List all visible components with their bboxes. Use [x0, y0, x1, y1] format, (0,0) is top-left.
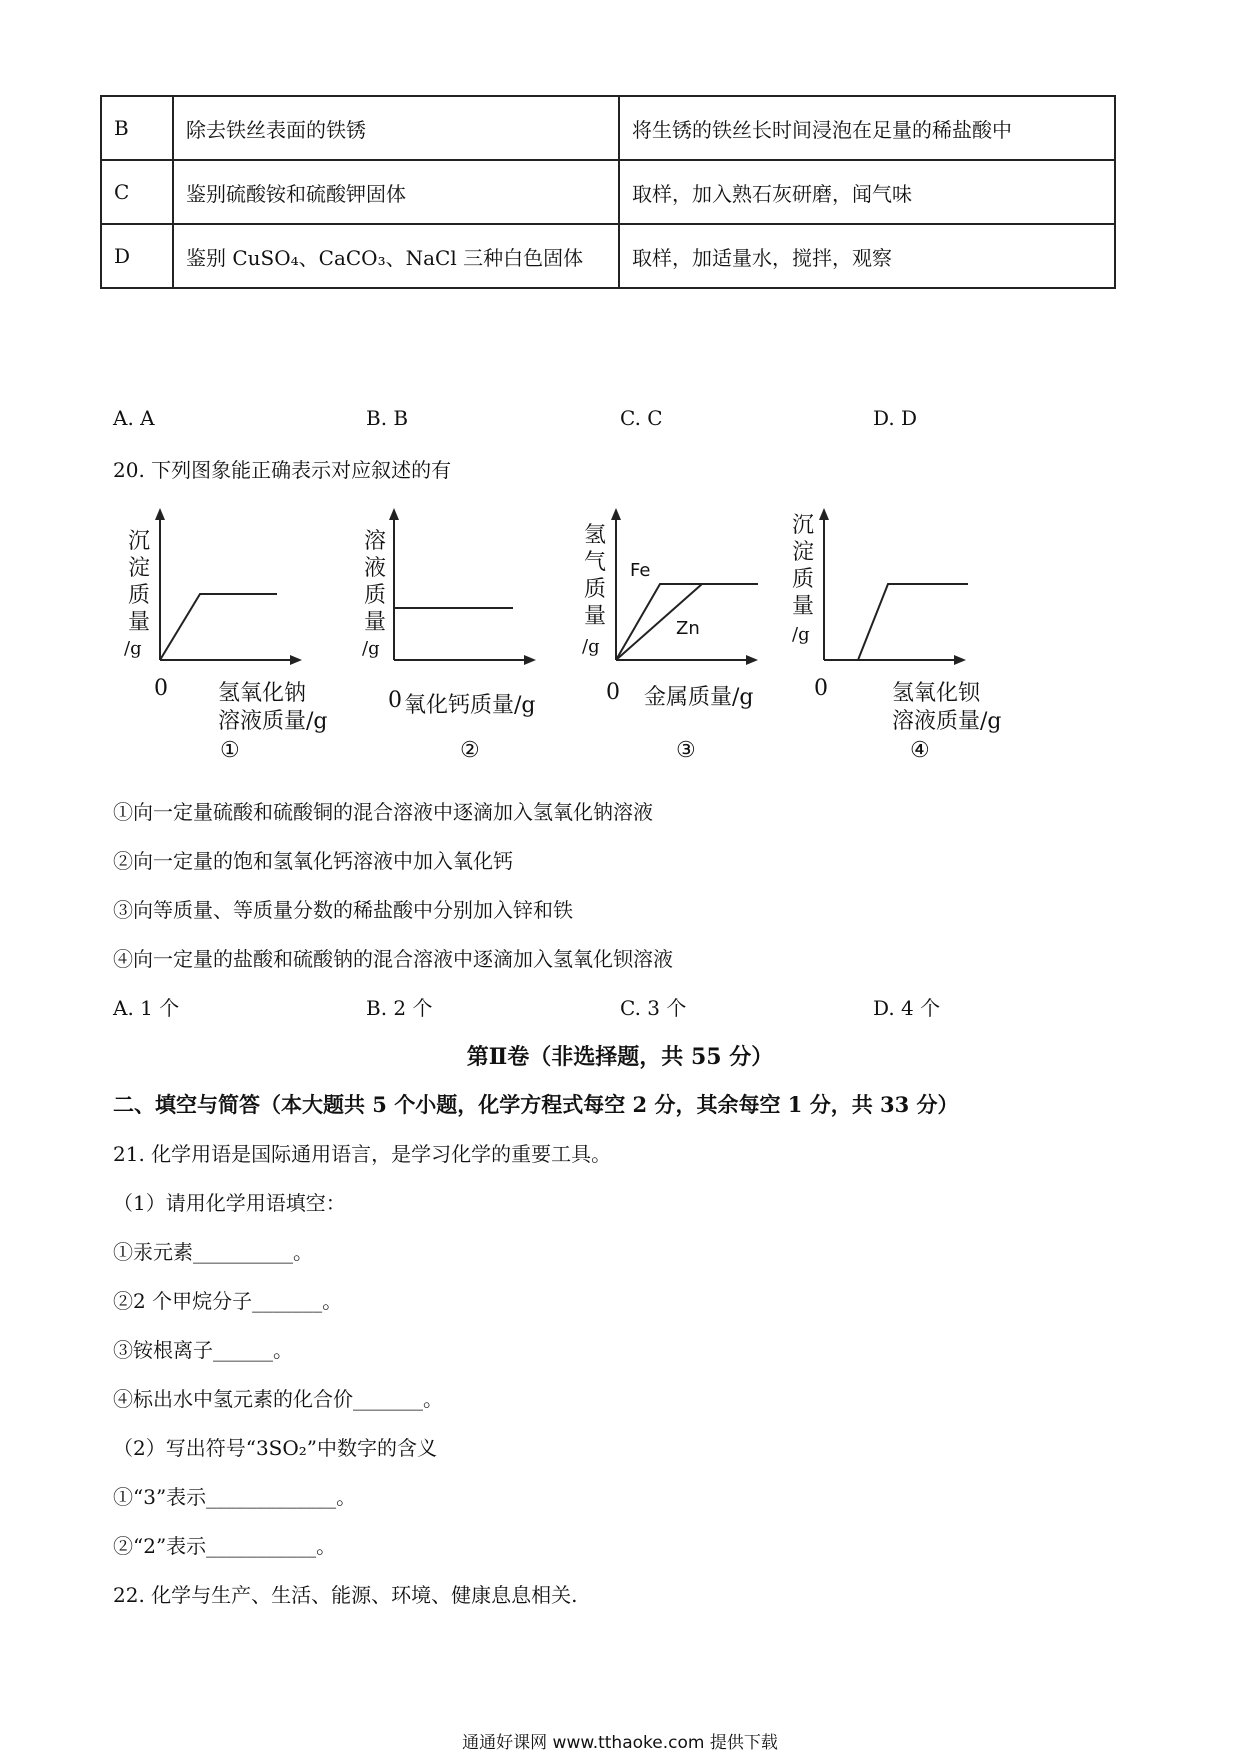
options-table — [100, 95, 1116, 289]
graph-3-plot — [578, 508, 818, 668]
q20-statement-3: ③向等质量、等质量分数的稀盐酸中分别加入锌和铁 — [113, 898, 573, 922]
graph-2-origin: 0 — [388, 688, 402, 713]
graph-2-y-arrow — [389, 508, 399, 520]
graph-1 — [122, 508, 362, 768]
table-row — [101, 160, 1115, 224]
q20-statement-2: ②向一定量的饱和氢氧化钙溶液中加入氧化钙 — [113, 849, 513, 873]
q19-option-c[interactable]: C. C — [620, 406, 663, 430]
row-purpose: 鉴别硫酸铵和硫酸钾固体 — [173, 160, 619, 224]
q21-item2-1: ①“3”表示_____________。 — [113, 1485, 357, 1509]
graph-1-y-arrow — [155, 508, 165, 520]
q21-item-3: ③铵根离子______。 — [113, 1338, 293, 1362]
q19-option-a[interactable]: A. A — [113, 406, 155, 430]
graph-2-xlabel-1: 氧化钙质量/g — [404, 693, 536, 718]
row-label: C — [101, 160, 173, 224]
graph-1-curve — [160, 594, 277, 660]
row-label: D — [101, 224, 173, 288]
graph-4-y-arrow — [819, 508, 829, 520]
graph-2-plot — [358, 508, 598, 668]
graph-1-plot — [122, 508, 362, 668]
graph-1-yunit: /g — [124, 638, 142, 659]
graph-1-origin: 0 — [154, 676, 168, 701]
section2-title: 二、填空与简答（本大题共 5 个小题，化学方程式每空 2 分，其余每空 1 分，共 33 分） — [113, 1092, 959, 1117]
graph-3-origin: 0 — [606, 680, 620, 705]
footer-credit: 通通好课网 www.tthaoke.com 提供下载 — [462, 1733, 778, 1753]
graph-3-series-zn: Zn — [676, 618, 700, 639]
graph-2-number: ② — [460, 738, 480, 763]
q21-sub2: （2）写出符号“3SO₂”中数字的含义 — [113, 1436, 438, 1460]
graph-1-x-arrow — [290, 655, 302, 665]
q20-option-b[interactable]: B. 2 个 — [366, 996, 433, 1020]
graph-4-plot — [788, 508, 1028, 668]
graph-2 — [358, 508, 598, 768]
graph-4-number: ④ — [910, 738, 930, 763]
q21-stem: 21. 化学用语是国际通用语言，是学习化学的重要工具。 — [113, 1142, 612, 1166]
row-purpose: 除去铁丝表面的铁锈 — [173, 96, 619, 160]
graph-3-ylabel: 氢气质量 — [583, 523, 606, 629]
graph-3 — [578, 508, 818, 768]
graph-3-y-arrow — [611, 508, 621, 520]
graph-4-ylabel: 沉淀质量 — [791, 513, 814, 619]
q21-item-4: ④标出水中氢元素的化合价_______。 — [113, 1387, 443, 1411]
graph-3-x-arrow — [746, 655, 758, 665]
table-row — [101, 96, 1115, 160]
graph-4-xlabel-1: 氢氧化钡 — [892, 681, 981, 706]
graph-1-xlabel-2: 溶液质量/g — [218, 709, 328, 734]
graph-4-yunit: /g — [792, 624, 810, 645]
graph-3-xlabel-1: 金属质量/g — [644, 685, 754, 710]
q19-option-d[interactable]: D. D — [873, 406, 918, 430]
graph-1-xlabel-1: 氢氧化钠 — [218, 681, 307, 706]
graph-4 — [788, 508, 1028, 768]
graph-4-curve — [858, 584, 968, 660]
graph-4-origin: 0 — [814, 676, 828, 701]
graph-1-number: ① — [220, 738, 240, 763]
graph-2-yunit: /g — [362, 638, 380, 659]
row-label: B — [101, 96, 173, 160]
q20-statement-4: ④向一定量的盐酸和硫酸钠的混合溶液中逐滴加入氢氧化钡溶液 — [113, 947, 673, 971]
q21-item-1: ①汞元素__________。 — [113, 1240, 313, 1264]
q20-stem: 20. 下列图象能正确表示对应叙述的有 — [113, 458, 452, 482]
q19-option-b[interactable]: B. B — [366, 406, 409, 430]
graph-4-x-arrow — [954, 655, 966, 665]
q20-statement-1: ①向一定量硫酸和硫酸铜的混合溶液中逐滴加入氢氧化钠溶液 — [113, 800, 653, 824]
q20-option-a[interactable]: A. 1 个 — [113, 996, 180, 1020]
graph-3-number: ③ — [676, 738, 696, 763]
q21-sub1: （1）请用化学用语填空： — [113, 1191, 346, 1215]
q20-option-c[interactable]: C. 3 个 — [620, 996, 687, 1020]
graph-3-series-fe: Fe — [630, 560, 651, 581]
q21-item2-2: ②“2”表示___________。 — [113, 1534, 337, 1558]
row-method: 将生锈的铁丝长时间浸泡在足量的稀盐酸中 — [619, 96, 1115, 160]
q21-item-2: ②2 个甲烷分子_______。 — [113, 1289, 343, 1313]
row-purpose: 鉴别 CuSO₄、CaCO₃、NaCl 三种白色固体 — [173, 224, 619, 288]
graph-3-yunit: /g — [582, 636, 600, 657]
row-method: 取样，加适量水，搅拌，观察 — [619, 224, 1115, 288]
table-row — [101, 224, 1115, 288]
part2-title: 第Ⅱ卷（非选择题，共 55 分） — [466, 1044, 774, 1070]
q22-stem: 22. 化学与生产、生活、能源、环境、健康息息相关. — [113, 1583, 578, 1607]
graph-2-x-arrow — [524, 655, 536, 665]
graph-4-xlabel-2: 溶液质量/g — [892, 709, 1002, 734]
row-method: 取样，加入熟石灰研磨，闻气味 — [619, 160, 1115, 224]
q20-option-d[interactable]: D. 4 个 — [873, 996, 941, 1020]
graph-2-ylabel: 溶液质量 — [363, 529, 386, 635]
graph-1-ylabel: 沉淀质量 — [127, 529, 150, 635]
